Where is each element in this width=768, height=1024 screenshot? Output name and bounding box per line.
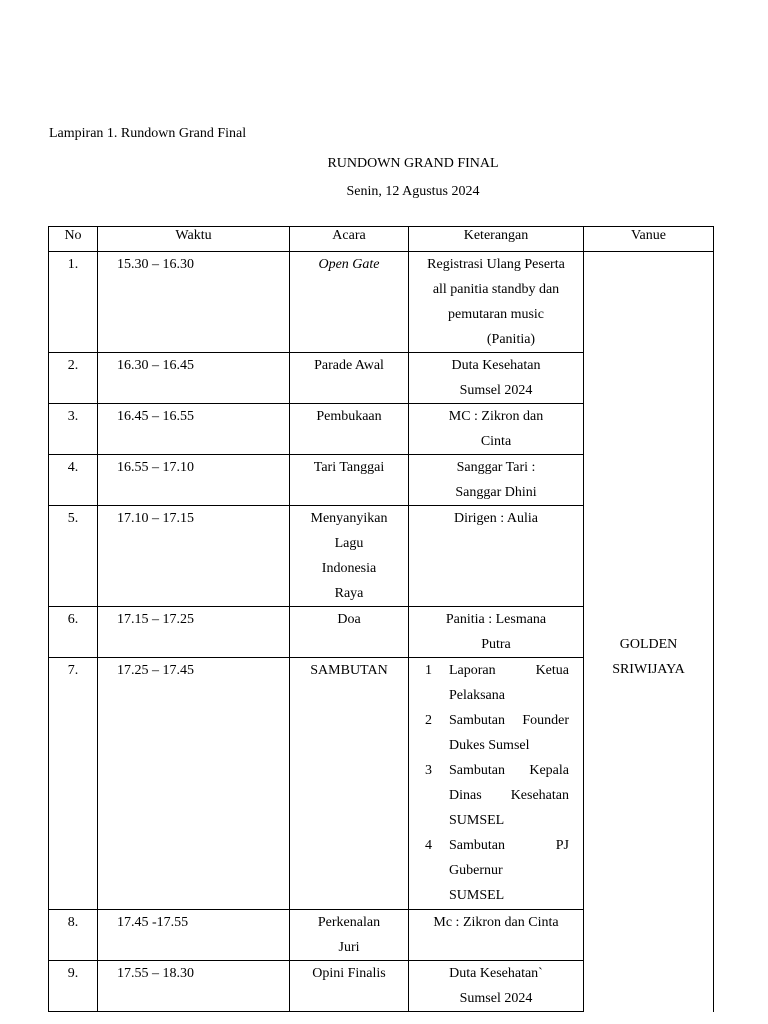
event-line: Pembukaan (316, 409, 382, 424)
row-event (290, 961, 409, 1012)
row-time: 15.30 – 16.30 (98, 252, 290, 353)
row-description (409, 961, 584, 1012)
event-line: Raya (334, 586, 364, 601)
description-line: Panitia : Lesmana (445, 612, 547, 627)
list-text (449, 833, 569, 908)
row-description (409, 252, 584, 353)
list-text-line: Sambutan PJ (449, 838, 569, 853)
document-title: RUNDOWN GRAND FINAL (327, 156, 499, 171)
list-number: 3 (425, 763, 432, 778)
list-number: 1 (425, 663, 432, 678)
event-line: Open Gate (318, 257, 380, 272)
event-line: Tari Tanggai (313, 460, 385, 475)
row-number: 3. (49, 404, 98, 455)
description-line: Duta Kesehatan` (449, 966, 543, 981)
description-line: Duta Kesehatan (451, 358, 541, 373)
event-line: Opini Finalis (312, 966, 386, 981)
event-date: Senin, 12 Agustus 2024 (346, 184, 480, 199)
row-description (409, 658, 584, 910)
row-event (290, 607, 409, 658)
rundown-table (48, 226, 714, 1012)
list-text-line: Laporan Ketua (449, 663, 569, 678)
description-line: Sanggar Dhini (455, 485, 537, 500)
table-row (49, 252, 714, 353)
header-vanue: Vanue (584, 227, 714, 252)
row-time: 16.55 – 17.10 (98, 455, 290, 506)
description-line: (Panitia) (486, 332, 536, 347)
list-text (449, 758, 569, 833)
row-event (290, 455, 409, 506)
list-item (409, 833, 583, 908)
row-number: 2. (49, 353, 98, 404)
row-time: 17.45 -17.55 (98, 910, 290, 961)
description-line: Mc : Zikron dan Cinta (433, 915, 559, 930)
row-number: 9. (49, 961, 98, 1012)
list-item (409, 708, 583, 758)
event-line: Doa (337, 612, 361, 627)
description-line: Putra (481, 637, 511, 652)
table-header-row (49, 227, 714, 252)
header-acara: Acara (290, 227, 409, 252)
header-no: No (49, 227, 98, 252)
venue-line: GOLDEN (619, 636, 678, 652)
row-number: 5. (49, 506, 98, 607)
row-number: 6. (49, 607, 98, 658)
row-time: 17.55 – 18.30 (98, 961, 290, 1012)
list-text-line: SUMSEL (449, 888, 505, 903)
description-line: Registrasi Ulang Peserta (427, 257, 565, 272)
list-text (449, 708, 569, 758)
list-text (449, 658, 569, 708)
row-time: 16.30 – 16.45 (98, 353, 290, 404)
list-text-line: Pelaksana (449, 688, 505, 703)
event-line: Juri (338, 940, 360, 955)
list-item (409, 658, 583, 708)
description-line: Sumsel 2024 (459, 383, 533, 398)
event-line: Lagu (334, 536, 364, 551)
row-description (409, 455, 584, 506)
row-number: 1. (49, 252, 98, 353)
row-number: 7. (49, 658, 98, 910)
list-text-line: Dinas Kesehatan (449, 788, 569, 803)
row-number: 4. (49, 455, 98, 506)
row-number: 8. (49, 910, 98, 961)
event-line: Menyanyikan (310, 511, 388, 526)
row-time: 17.25 – 17.45 (98, 658, 290, 910)
row-event (290, 404, 409, 455)
row-event (290, 658, 409, 910)
row-description (409, 506, 584, 607)
list-text-line: Gubernur (449, 863, 503, 878)
speech-list (409, 658, 583, 908)
row-time: 17.15 – 17.25 (98, 607, 290, 658)
row-description (409, 910, 584, 961)
row-description (409, 353, 584, 404)
attachment-caption: Lampiran 1. Rundown Grand Final (49, 126, 247, 141)
description-line: Sanggar Tari : (456, 460, 536, 475)
header-keterangan: Keterangan (409, 227, 584, 252)
row-event (290, 506, 409, 607)
row-event (290, 252, 409, 353)
description-line: Sumsel 2024 (459, 991, 533, 1006)
venue-line: SRIWIJAYA (612, 661, 685, 677)
event-line: Indonesia (321, 561, 377, 576)
list-text-line: Sambutan Kepala (449, 763, 569, 778)
list-text-line: Dukes Sumsel (449, 738, 530, 753)
row-time: 17.10 – 17.15 (98, 506, 290, 607)
list-text-line: Sambutan Founder (449, 713, 569, 728)
list-number: 4 (425, 838, 432, 853)
event-line: Parade Awal (314, 358, 384, 373)
description-line: pemutaran music (447, 307, 545, 322)
description-line: Dirigen : Aulia (454, 511, 538, 526)
event-line: SAMBUTAN (310, 663, 388, 678)
row-event (290, 353, 409, 404)
row-time: 16.45 – 16.55 (98, 404, 290, 455)
row-description (409, 404, 584, 455)
description-line: all panitia standby dan (432, 282, 560, 297)
row-event (290, 910, 409, 961)
description-line: MC : Zikron dan (448, 409, 544, 424)
row-description (409, 607, 584, 658)
event-line: Perkenalan (317, 915, 381, 930)
venue-cell (584, 252, 714, 1012)
list-number: 2 (425, 713, 432, 728)
list-text-line: SUMSEL (449, 813, 505, 828)
list-item (409, 758, 583, 833)
header-waktu: Waktu (98, 227, 290, 252)
description-line: Cinta (480, 434, 512, 449)
